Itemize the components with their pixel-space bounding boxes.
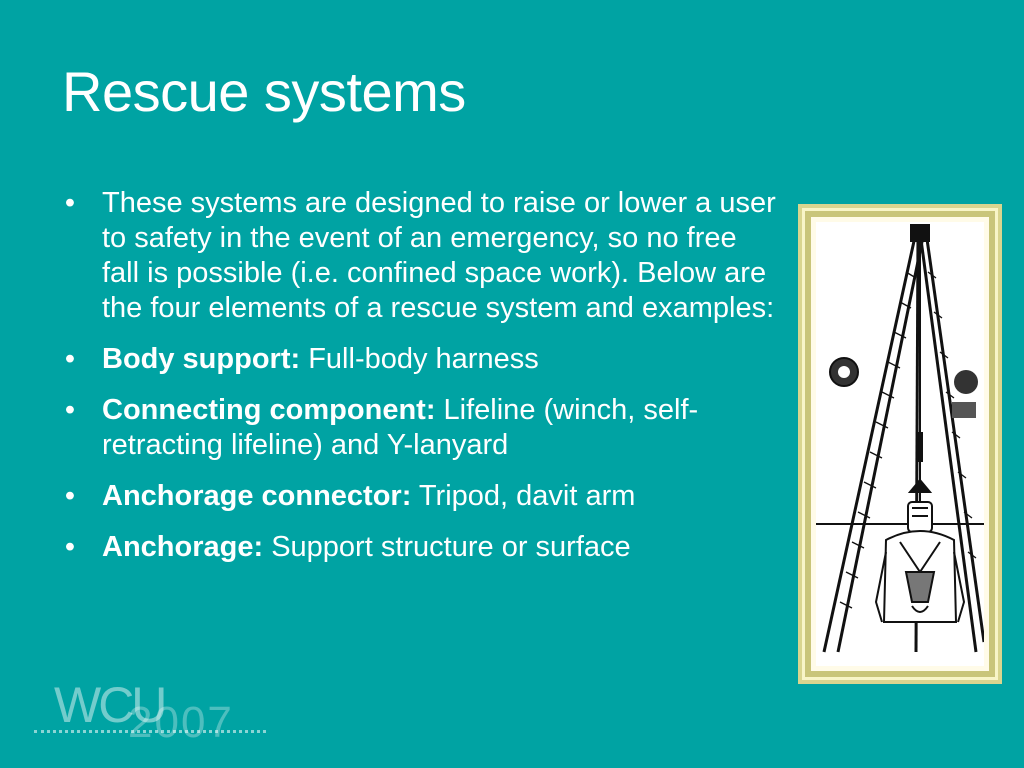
wcu-2007-logo (34, 676, 274, 752)
bullet-text: Lifeline (winch, self-retracting lifeline) and Y-lanyard (102, 394, 699, 461)
bullet-icon: • (64, 187, 76, 219)
tripod-rescue-illustration-icon (816, 222, 984, 666)
bullet-icon: • (64, 531, 76, 563)
bullet-term: Anchorage: (102, 531, 264, 563)
bullet-item (60, 342, 780, 377)
slide-title: Rescue systems (62, 60, 466, 123)
bullet-text: Tripod, davit arm (411, 480, 636, 512)
bullet-term: Connecting component: (102, 394, 436, 426)
bullet-item (60, 479, 780, 514)
logo-year: 2007 (128, 698, 234, 747)
bullet-icon: • (64, 343, 76, 375)
bullet-text: These systems are designed to raise or lower a user to safety in the event of an emergency, so no free fall is possible (i.e. confined space work). Below are the four elements of a rescue system and examples: (102, 187, 776, 324)
bullet-list (60, 186, 780, 581)
tripod-illustration-frame (798, 204, 1002, 684)
bullet-icon: • (64, 480, 76, 512)
bullet-text: Support structure or surface (263, 531, 631, 563)
bullet-item (60, 530, 780, 565)
bullet-item (60, 393, 780, 463)
logo-text: WCU (54, 677, 165, 733)
bullet-term: Body support: (102, 343, 301, 375)
bullet-icon: • (64, 394, 76, 426)
bullet-item (60, 186, 780, 326)
bullet-term: Anchorage connector: (102, 480, 412, 512)
bullet-text: Full-body harness (300, 343, 539, 375)
logo-dotted-rule (34, 730, 266, 733)
